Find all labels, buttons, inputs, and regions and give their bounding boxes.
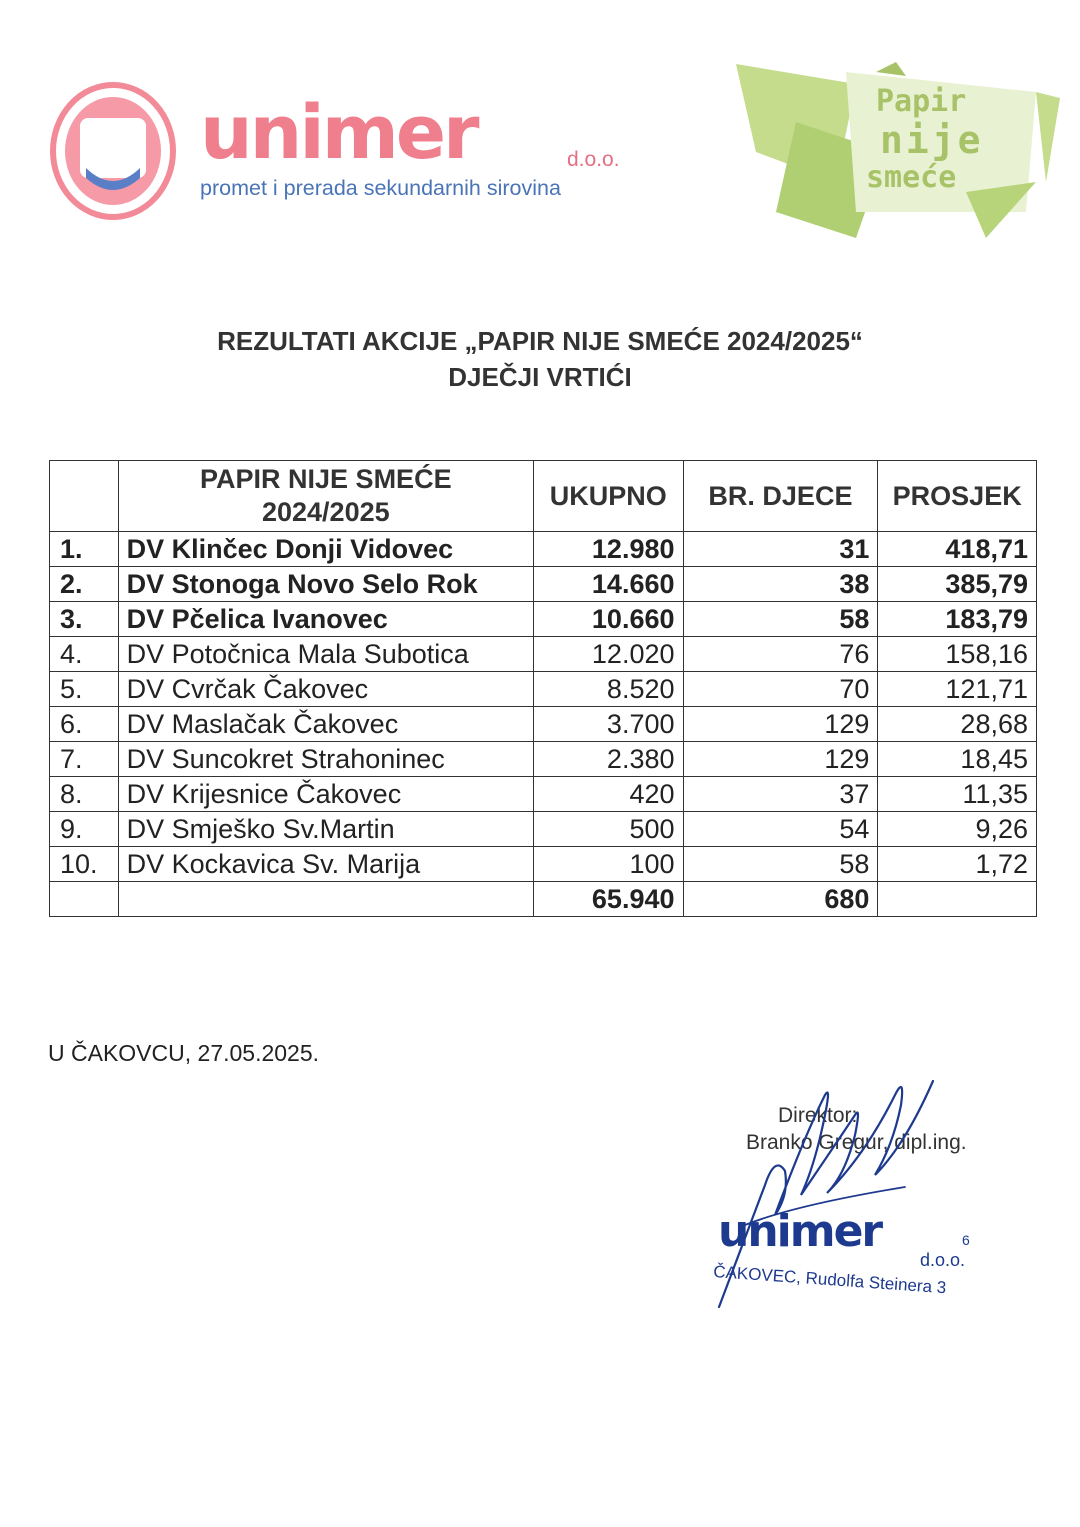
stamp-brand: unimer [718, 1206, 882, 1257]
row-total: 12.020 [534, 637, 683, 672]
papir-nije-smece-logo [736, 62, 1060, 240]
row-children: 31 [683, 532, 878, 567]
row-number: 5. [50, 672, 119, 707]
handwritten-signature-icon [705, 1075, 945, 1315]
header-children: BR. DJECE [683, 461, 878, 532]
row-average: 158,16 [878, 637, 1037, 672]
table-header-row [50, 461, 1037, 532]
signatory-title: Direktor: [778, 1104, 858, 1127]
place-date: U ČAKOVCU, 27.05.2025. [48, 1040, 320, 1066]
row-children: 58 [683, 602, 878, 637]
row-name: DV Krijesnice Čakovec [118, 777, 533, 812]
stamp-address: ČAKOVEC, Rudolfa Steinera 3 [712, 1262, 947, 1298]
unimer-logo [50, 78, 650, 228]
table-row [50, 707, 1037, 742]
row-number: 2. [50, 567, 119, 602]
table-sum-row [50, 882, 1037, 917]
table-row [50, 777, 1037, 812]
row-children: 129 [683, 707, 878, 742]
header-title-line2: 2024/2025 [261, 497, 390, 527]
brand-suffix: d.o.o. [567, 148, 620, 171]
table-row [50, 812, 1037, 847]
header-total: UKUPNO [534, 461, 683, 532]
results-table [49, 460, 1037, 917]
sum-empty-number [50, 882, 119, 917]
table-row [50, 532, 1037, 567]
row-number: 8. [50, 777, 119, 812]
row-name: DV Klinčec Donji Vidovec [118, 532, 533, 567]
table-row [50, 637, 1037, 672]
header-number [50, 461, 119, 532]
row-name: DV Pčelica Ivanovec [118, 602, 533, 637]
row-number: 10. [50, 847, 119, 882]
row-children: 58 [683, 847, 878, 882]
row-average: 418,71 [878, 532, 1037, 567]
brand-tagline: promet i prerada sekundarnih sirovina [200, 176, 561, 200]
row-total: 3.700 [534, 707, 683, 742]
header-average: PROSJEK [878, 461, 1037, 532]
row-average: 1,72 [878, 847, 1037, 882]
row-number: 4. [50, 637, 119, 672]
stamp-number: 6 [962, 1232, 970, 1248]
table-row [50, 602, 1037, 637]
sum-empty-average [878, 882, 1037, 917]
row-children: 70 [683, 672, 878, 707]
sum-empty-name [118, 882, 533, 917]
document-title: REZULTATI AKCIJE „PAPIR NIJE SMEĆE 2024/2025“ [217, 326, 863, 356]
row-total: 8.520 [534, 672, 683, 707]
row-average: 121,71 [878, 672, 1037, 707]
brand-name: unimer [200, 90, 477, 176]
row-total: 420 [534, 777, 683, 812]
table-row [50, 672, 1037, 707]
row-number: 1. [50, 532, 119, 567]
row-total: 12.980 [534, 532, 683, 567]
logo-text-papir: Papir [876, 84, 967, 119]
row-name: DV Cvrčak Čakovec [118, 672, 533, 707]
document-subtitle: DJEČJI VRTIĆI [448, 362, 632, 392]
row-total: 10.660 [534, 602, 683, 637]
row-children: 54 [683, 812, 878, 847]
header-title [118, 461, 533, 532]
row-children: 37 [683, 777, 878, 812]
row-name: DV Stonoga Novo Selo Rok [118, 567, 533, 602]
row-name: DV Potočnica Mala Subotica [118, 637, 533, 672]
row-average: 28,68 [878, 707, 1037, 742]
logo-text-smece: smeće [866, 160, 957, 195]
row-average: 18,45 [878, 742, 1037, 777]
row-name: DV Suncokret Strahoninec [118, 742, 533, 777]
row-children: 129 [683, 742, 878, 777]
row-number: 3. [50, 602, 119, 637]
table-row [50, 847, 1037, 882]
signatory-name: Branko Gregur, dipl.ing. [746, 1131, 967, 1154]
row-children: 38 [683, 567, 878, 602]
row-average: 385,79 [878, 567, 1037, 602]
table-row [50, 567, 1037, 602]
table-row [50, 742, 1037, 777]
row-number: 6. [50, 707, 119, 742]
row-name: DV Maslačak Čakovec [118, 707, 533, 742]
row-average: 11,35 [878, 777, 1037, 812]
sum-children: 680 [683, 882, 878, 917]
row-total: 2.380 [534, 742, 683, 777]
row-number: 9. [50, 812, 119, 847]
row-average: 183,79 [878, 602, 1037, 637]
row-average: 9,26 [878, 812, 1037, 847]
logo-text-nije: nije [880, 118, 984, 162]
row-number: 7. [50, 742, 119, 777]
row-name: DV Kockavica Sv. Marija [118, 847, 533, 882]
row-total: 100 [534, 847, 683, 882]
sum-total: 65.940 [534, 882, 683, 917]
row-total: 500 [534, 812, 683, 847]
row-name: DV Smješko Sv.Martin [118, 812, 533, 847]
header-title-line1: PAPIR NIJE SMEĆE [200, 464, 452, 494]
stamp-suffix: d.o.o. [920, 1250, 966, 1270]
unimer-circle-icon [50, 82, 176, 220]
row-total: 14.660 [534, 567, 683, 602]
row-children: 76 [683, 637, 878, 672]
